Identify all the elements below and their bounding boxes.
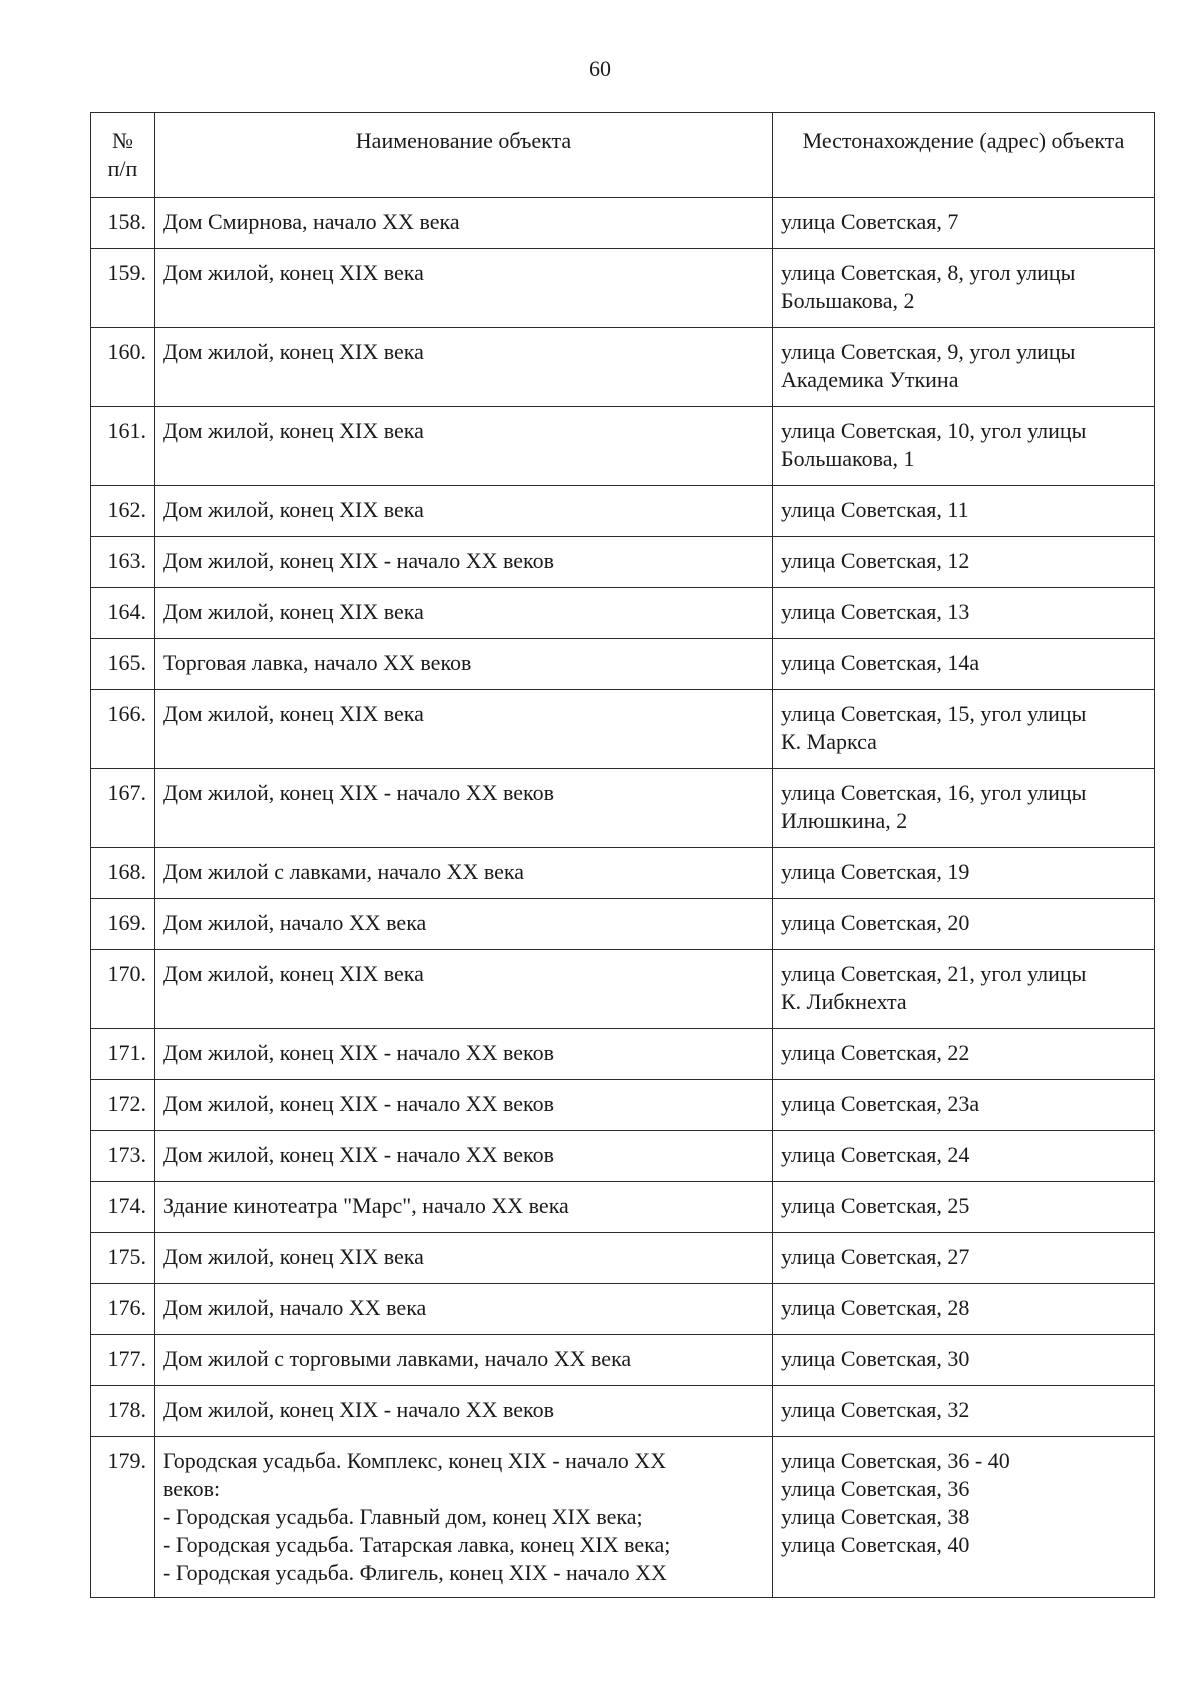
row-number: 161. <box>91 407 155 486</box>
table-row <box>91 1233 1155 1284</box>
table-body <box>91 198 1155 1598</box>
table-row <box>91 537 1155 588</box>
object-address: улица Советская, 32 <box>773 1386 1155 1437</box>
table-row <box>91 1080 1155 1131</box>
table-row <box>91 249 1155 328</box>
table-row <box>91 848 1155 899</box>
row-number: 178. <box>91 1386 155 1437</box>
table-row <box>91 588 1155 639</box>
object-address: улица Советская, 7 <box>773 198 1155 249</box>
object-name: Дом жилой, конец XIX века <box>155 407 773 486</box>
object-address: улица Советская, 15, угол улицы К. Маркса <box>773 690 1155 769</box>
row-number: 172. <box>91 1080 155 1131</box>
table-row <box>91 407 1155 486</box>
object-name: Дом жилой, конец XIX - начало XX веков <box>155 537 773 588</box>
table-row <box>91 899 1155 950</box>
object-address: улица Советская, 9, угол улицы Академика Уткина <box>773 328 1155 407</box>
object-address: улица Советская, 25 <box>773 1182 1155 1233</box>
table-row <box>91 1182 1155 1233</box>
row-number: 166. <box>91 690 155 769</box>
table-row <box>91 1437 1155 1598</box>
object-name: Дом жилой, начало XX века <box>155 1284 773 1335</box>
object-name: Дом жилой, конец XIX века <box>155 950 773 1029</box>
object-name: Дом жилой, конец XIX века <box>155 328 773 407</box>
object-address: улица Советская, 30 <box>773 1335 1155 1386</box>
page-number: 60 <box>589 56 611 81</box>
row-number: 176. <box>91 1284 155 1335</box>
heritage-objects-table <box>90 112 1155 1598</box>
row-number: 164. <box>91 588 155 639</box>
object-name: Дом жилой, конец XIX - начало XX веков <box>155 1029 773 1080</box>
object-address: улица Советская, 12 <box>773 537 1155 588</box>
table-row <box>91 639 1155 690</box>
object-address: улица Советская, 10, угол улицы Большакова, 1 <box>773 407 1155 486</box>
object-address: улица Советская, 13 <box>773 588 1155 639</box>
object-name: Дом жилой, конец XIX века <box>155 249 773 328</box>
table-row <box>91 690 1155 769</box>
row-number: 175. <box>91 1233 155 1284</box>
row-number: 160. <box>91 328 155 407</box>
table-row <box>91 1284 1155 1335</box>
object-name: Городская усадьба. Комплекс, конец XIX - начало XX веков: - Городская усадьба. Главный дом, конец XIX века; - Городская усадьба. Татарская лавка, конец XIX века; - Городская усадьба. Флигель, конец XIX - начало XX <box>155 1437 773 1598</box>
object-address: улица Советская, 16, угол улицы Илюшкина, 2 <box>773 769 1155 848</box>
table-row <box>91 198 1155 249</box>
table-header <box>91 113 1155 198</box>
object-address: улица Советская, 24 <box>773 1131 1155 1182</box>
row-number: 174. <box>91 1182 155 1233</box>
row-number: 165. <box>91 639 155 690</box>
object-address: улица Советская, 8, угол улицы Большакова, 2 <box>773 249 1155 328</box>
object-name: Дом жилой, конец XIX - начало XX веков <box>155 769 773 848</box>
table-row <box>91 950 1155 1029</box>
object-name: Дом жилой, конец XIX века <box>155 690 773 769</box>
object-address: улица Советская, 20 <box>773 899 1155 950</box>
object-address: улица Советская, 36 - 40 улица Советская, 36 улица Советская, 38 улица Советская, 40 <box>773 1437 1155 1598</box>
object-address: улица Советская, 14а <box>773 639 1155 690</box>
row-number: 168. <box>91 848 155 899</box>
row-number: 177. <box>91 1335 155 1386</box>
column-header-object-name: Наименование объекта <box>155 113 773 198</box>
table-row <box>91 769 1155 848</box>
row-number: 173. <box>91 1131 155 1182</box>
row-number: 159. <box>91 249 155 328</box>
column-header-number: № п/п <box>91 113 155 198</box>
row-number: 162. <box>91 486 155 537</box>
object-name: Дом жилой, конец XIX - начало XX веков <box>155 1131 773 1182</box>
row-number: 171. <box>91 1029 155 1080</box>
object-address: улица Советская, 23а <box>773 1080 1155 1131</box>
row-number: 163. <box>91 537 155 588</box>
table-row <box>91 486 1155 537</box>
table-row <box>91 1335 1155 1386</box>
object-name: Дом жилой, конец XIX - начало XX веков <box>155 1386 773 1437</box>
object-name: Здание кинотеатра "Марс", начало XX века <box>155 1182 773 1233</box>
object-name: Торговая лавка, начало XX веков <box>155 639 773 690</box>
row-number: 179. <box>91 1437 155 1598</box>
object-address: улица Советская, 19 <box>773 848 1155 899</box>
column-header-object-address: Местонахождение (адрес) объекта <box>773 113 1155 198</box>
object-address: улица Советская, 27 <box>773 1233 1155 1284</box>
row-number: 169. <box>91 899 155 950</box>
object-address: улица Советская, 28 <box>773 1284 1155 1335</box>
row-number: 167. <box>91 769 155 848</box>
row-number: 158. <box>91 198 155 249</box>
object-name: Дом жилой с торговыми лавками, начало XX века <box>155 1335 773 1386</box>
object-name: Дом Смирнова, начало XX века <box>155 198 773 249</box>
object-name: Дом жилой, конец XIX - начало XX веков <box>155 1080 773 1131</box>
object-name: Дом жилой, конец XIX века <box>155 1233 773 1284</box>
table-row <box>91 1131 1155 1182</box>
row-number: 170. <box>91 950 155 1029</box>
object-name: Дом жилой, начало XX века <box>155 899 773 950</box>
table-header-row <box>91 113 1155 198</box>
table-row <box>91 1029 1155 1080</box>
table-row <box>91 328 1155 407</box>
object-address: улица Советская, 21, угол улицы К. Либкнехта <box>773 950 1155 1029</box>
table-row <box>91 1386 1155 1437</box>
object-address: улица Советская, 11 <box>773 486 1155 537</box>
object-name: Дом жилой, конец XIX века <box>155 486 773 537</box>
object-name: Дом жилой, конец XIX века <box>155 588 773 639</box>
object-address: улица Советская, 22 <box>773 1029 1155 1080</box>
object-name: Дом жилой с лавками, начало XX века <box>155 848 773 899</box>
